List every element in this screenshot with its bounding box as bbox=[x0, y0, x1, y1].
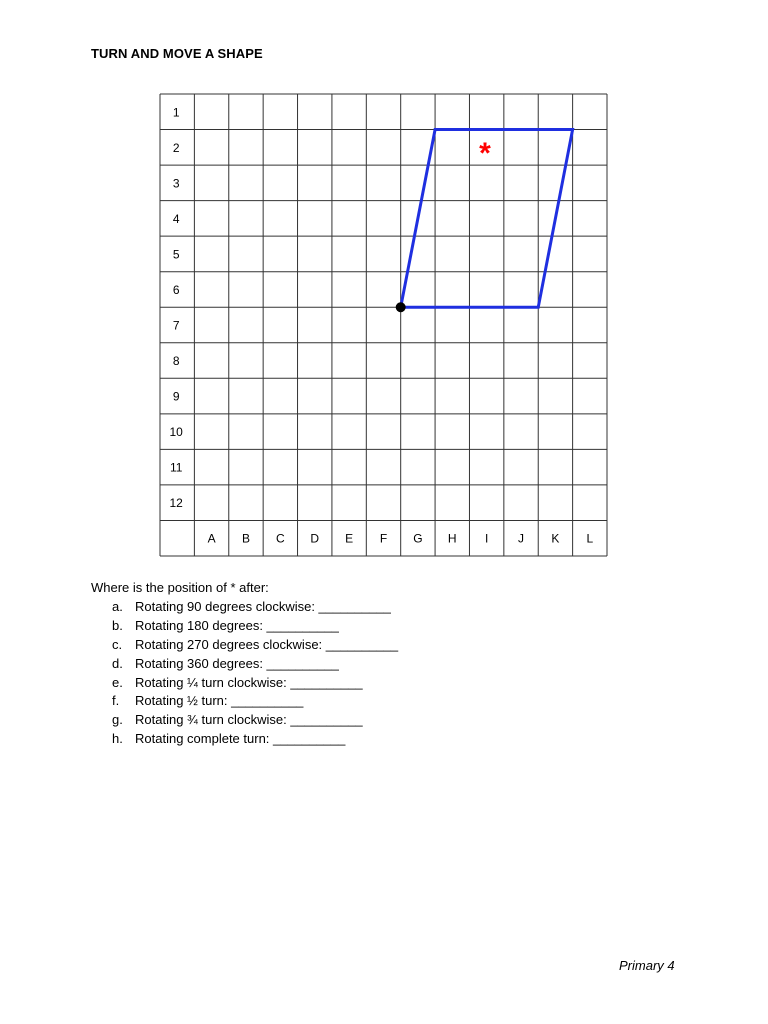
footer-grade: Primary 4 bbox=[619, 958, 675, 973]
item-marker: f. bbox=[112, 693, 120, 709]
item-text: Rotating ¾ turn clockwise: __________ bbox=[135, 712, 363, 728]
item-marker: g. bbox=[112, 712, 123, 728]
column-label: E bbox=[345, 531, 354, 546]
question-item-h bbox=[112, 730, 398, 749]
question-item-g bbox=[112, 711, 398, 730]
item-marker: c. bbox=[112, 636, 123, 652]
item-marker: a. bbox=[112, 599, 123, 614]
column-label: L bbox=[586, 531, 594, 546]
row-label: 9 bbox=[172, 389, 180, 404]
column-label: J bbox=[518, 531, 525, 546]
item-marker: e. bbox=[112, 674, 123, 690]
item-text: Rotating ¼ turn clockwise: __________ bbox=[135, 674, 363, 690]
row-label: 3 bbox=[172, 176, 180, 191]
row-label: 8 bbox=[172, 354, 180, 369]
row-label: 4 bbox=[172, 211, 180, 226]
row-label: 7 bbox=[172, 318, 180, 333]
item-text: Rotating ½ turn: __________ bbox=[135, 693, 304, 709]
column-label: D bbox=[310, 531, 320, 546]
item-text: Rotating 360 degrees: __________ bbox=[135, 655, 339, 671]
column-label: A bbox=[207, 531, 216, 546]
row-label: 12 bbox=[169, 496, 183, 511]
row-label: 5 bbox=[172, 247, 180, 262]
column-label: F bbox=[379, 531, 388, 546]
row-label: 6 bbox=[172, 282, 180, 297]
item-text: Rotating 270 degrees clockwise: __________ bbox=[135, 636, 399, 652]
column-label: B bbox=[241, 531, 250, 546]
question-item-b bbox=[112, 617, 398, 636]
row-label: 1 bbox=[172, 105, 180, 120]
item-text: Rotating 90 degrees clockwise: __________ bbox=[135, 599, 391, 614]
question-item-a bbox=[112, 598, 398, 617]
column-label: G bbox=[413, 531, 423, 546]
item-marker: h. bbox=[112, 731, 123, 747]
column-label: C bbox=[276, 531, 285, 546]
worksheet-title: TURN AND MOVE A SHAPE bbox=[91, 46, 263, 61]
question-item-c bbox=[112, 636, 398, 655]
question-text: Where is the position of * after: bbox=[91, 580, 269, 595]
item-text: Rotating complete turn: __________ bbox=[135, 731, 346, 747]
row-label: 11 bbox=[169, 460, 183, 475]
item-text: Rotating 180 degrees: __________ bbox=[135, 617, 339, 633]
column-label: I bbox=[484, 531, 489, 546]
question-item-d bbox=[112, 655, 398, 674]
question-list bbox=[112, 598, 398, 749]
item-marker: b. bbox=[112, 617, 123, 633]
column-label: K bbox=[551, 531, 560, 546]
rotation-point bbox=[396, 302, 406, 312]
question-item-f bbox=[112, 692, 398, 711]
question-item-e bbox=[112, 674, 398, 693]
column-label: H bbox=[447, 531, 457, 546]
row-label: 2 bbox=[172, 140, 180, 155]
item-marker: d. bbox=[112, 655, 123, 671]
star-marker: * bbox=[479, 137, 491, 171]
row-label: 10 bbox=[169, 425, 183, 440]
